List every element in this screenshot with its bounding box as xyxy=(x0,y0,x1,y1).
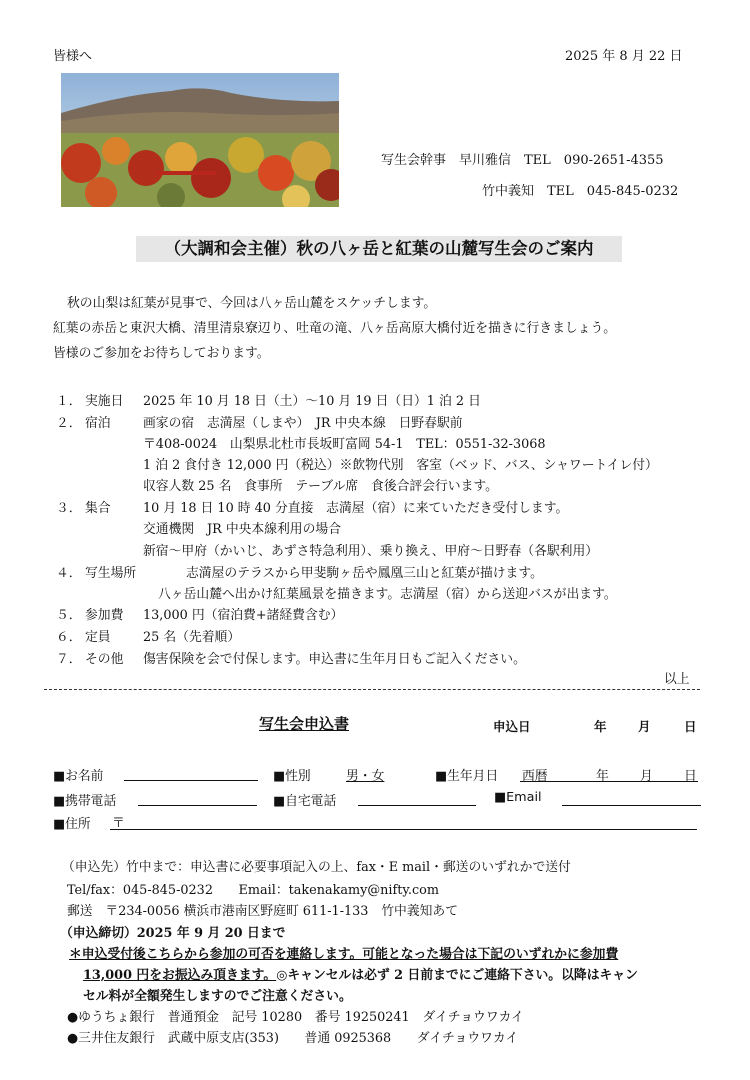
note-fee: 13,000 円をお振込み頂きます。 xyxy=(83,968,277,983)
item-2-text-2: 〒408-0024 山梨県北杜市長坂町富岡 54-1 TEL：0551-32-3068 xyxy=(143,437,546,452)
item-6-text: 25 名（先着順） xyxy=(143,630,241,645)
item-7-num: ７． xyxy=(56,652,82,667)
page-title: （大調和会主催）秋の八ヶ岳と紅葉の山麓写生会のご案内 xyxy=(136,236,622,262)
submit-mail-address: 郵送 〒234-0056 横浜市港南区野庭町 611-1-133 竹中義知あて xyxy=(67,904,459,919)
bank-yucho: ●ゆうちょ銀行 普通預金 記号 10280 番号 19250241 ダイチョウワカイ xyxy=(67,1010,524,1025)
item-4-label: 写生場所 xyxy=(85,566,137,581)
birth-field[interactable] xyxy=(520,781,698,782)
submit-to: （申込先）竹中まで：申込書に必要事項記入の上、fax・E mail・郵送のいずれかで送付 xyxy=(62,860,571,875)
address-label: ■住所 xyxy=(53,817,91,832)
apply-year: 年 xyxy=(594,719,607,734)
note-line-3: セル料が全額発生しますのでご注意ください。 xyxy=(83,989,352,1004)
item-2-label: 宿泊 xyxy=(85,416,111,431)
submit-tel-email: Tel/fax：045-845-0232 Email：takenakamy@nifty.com xyxy=(67,883,439,898)
email-label: ■Email xyxy=(494,790,542,805)
intro-line-3: 皆様のご参加をお待ちしております。 xyxy=(53,346,270,361)
item-5-label: 参加費 xyxy=(85,608,124,623)
item-3-num: ３． xyxy=(56,501,82,516)
address-field[interactable] xyxy=(110,829,697,830)
note-cancel: ◎キャンセルは必ず 2 日前までにご連絡下さい。以降はキャン xyxy=(276,968,638,983)
birth-day: 日 xyxy=(684,769,697,784)
gender-label: ■性別 xyxy=(273,769,311,784)
note-line-2 xyxy=(83,964,638,983)
item-2-text-1: 画家の宿 志満屋（しまや） JR 中央本線 日野春駅前 xyxy=(143,416,463,431)
item-1-text: 2025 年 10 月 18 日（土）～10 月 19 日（日）1 泊 2 日 xyxy=(143,394,481,409)
birth-year: 年 xyxy=(596,769,609,784)
item-5-text: 13,000 円（宿泊費+諸経費含む） xyxy=(143,608,344,623)
apply-date-label: 申込日 xyxy=(493,719,531,734)
birth-label: ■生年月日 xyxy=(435,769,499,784)
email-field[interactable] xyxy=(562,805,701,806)
bank-smbc: ●三井住友銀行 武蔵中原支店(353) 普通 0925368 ダイチョウワカイ xyxy=(67,1031,519,1046)
intro-line-2: 紅葉の赤岳と東沢大橋、清里清泉寮辺り、吐竜の滝、八ヶ岳高原大橋付近を描きに行きましょう。 xyxy=(53,321,617,336)
name-field[interactable] xyxy=(124,780,258,781)
birth-month: 月 xyxy=(640,769,653,784)
home-phone-field[interactable] xyxy=(358,805,476,806)
item-7-text: 傷害保険を会で付保します。申込書に生年月日もご記入ください。 xyxy=(143,652,526,667)
item-1-num: １． xyxy=(56,394,82,409)
intro-line-1: 秋の山梨は紅葉が見事で、今回は八ヶ岳山麓をスケッチします。 xyxy=(67,296,437,311)
item-3-label: 集合 xyxy=(85,501,111,516)
note-line-1 xyxy=(69,943,618,962)
item-4-text-1: 志満屋のテラスから甲斐駒ヶ岳や鳳凰三山と紅葉が描けます。 xyxy=(186,566,543,581)
date: 2025 年 8 月 22 日 xyxy=(565,49,683,64)
deadline: （申込締切）2025 年 9 月 20 日まで xyxy=(60,926,286,941)
contact-secondary: 竹中義知 TEL 045-845-0232 xyxy=(482,184,679,199)
mobile-label: ■携帯電話 xyxy=(53,794,117,809)
name-label: ■お名前 xyxy=(53,769,104,784)
item-2-num: ２． xyxy=(56,416,82,431)
home-phone-label: ■自宅電話 xyxy=(273,794,337,809)
birth-era: 西暦 xyxy=(522,769,548,784)
gender-field[interactable]: 男・女 xyxy=(346,769,385,784)
apply-day: 日 xyxy=(684,719,697,734)
note-line-1-text: ＊申込受付後こちらから参加の可否を連絡します。可能となった場合は下記のいずれかに参加費 xyxy=(69,947,619,962)
postal-mark: 〒 xyxy=(112,816,125,831)
item-4-text-2: 八ヶ岳山麓へ出かけ紅葉風景を描きます。志満屋（宿）から送迎バスが出ます。 xyxy=(158,587,617,602)
contact-organizer: 写生会幹事 早川雅信 TEL 090-2651-4355 xyxy=(381,153,664,168)
item-2-text-4: 収容人数 25 名 食事所 テーブル席 食後合評会行います。 xyxy=(143,479,498,494)
item-3-text-1: 10 月 18 日 10 時 40 分直接 志満屋（宿）に来ていただき受付します。 xyxy=(143,501,569,516)
item-1-label: 実施日 xyxy=(85,394,124,409)
item-6-label: 定員 xyxy=(85,630,111,645)
closing: 以上 xyxy=(664,672,690,687)
item-3-text-3: 新宿～甲府（かいじ、あずさ特急利用）、乗り換え、甲府～日野春（各駅利用） xyxy=(143,544,599,559)
item-4-num: ４． xyxy=(56,566,82,581)
item-5-num: ５． xyxy=(56,608,82,623)
apply-month: 月 xyxy=(638,719,651,734)
cut-line xyxy=(44,689,700,690)
item-6-num: ６． xyxy=(56,630,82,645)
item-2-text-3: 1 泊 2 食付き 12,000 円（税込）※飲物代別 客室（ベッド、バス、シャワートイレ付） xyxy=(143,458,658,473)
autumn-landscape-photo xyxy=(61,73,339,207)
form-title: 写生会申込書 xyxy=(259,715,350,733)
item-3-text-2: 交通機関 JR 中央本線利用の場合 xyxy=(143,522,341,537)
greeting: 皆様へ xyxy=(53,49,93,64)
item-7-label: その他 xyxy=(85,652,124,667)
mobile-field[interactable] xyxy=(138,805,257,806)
